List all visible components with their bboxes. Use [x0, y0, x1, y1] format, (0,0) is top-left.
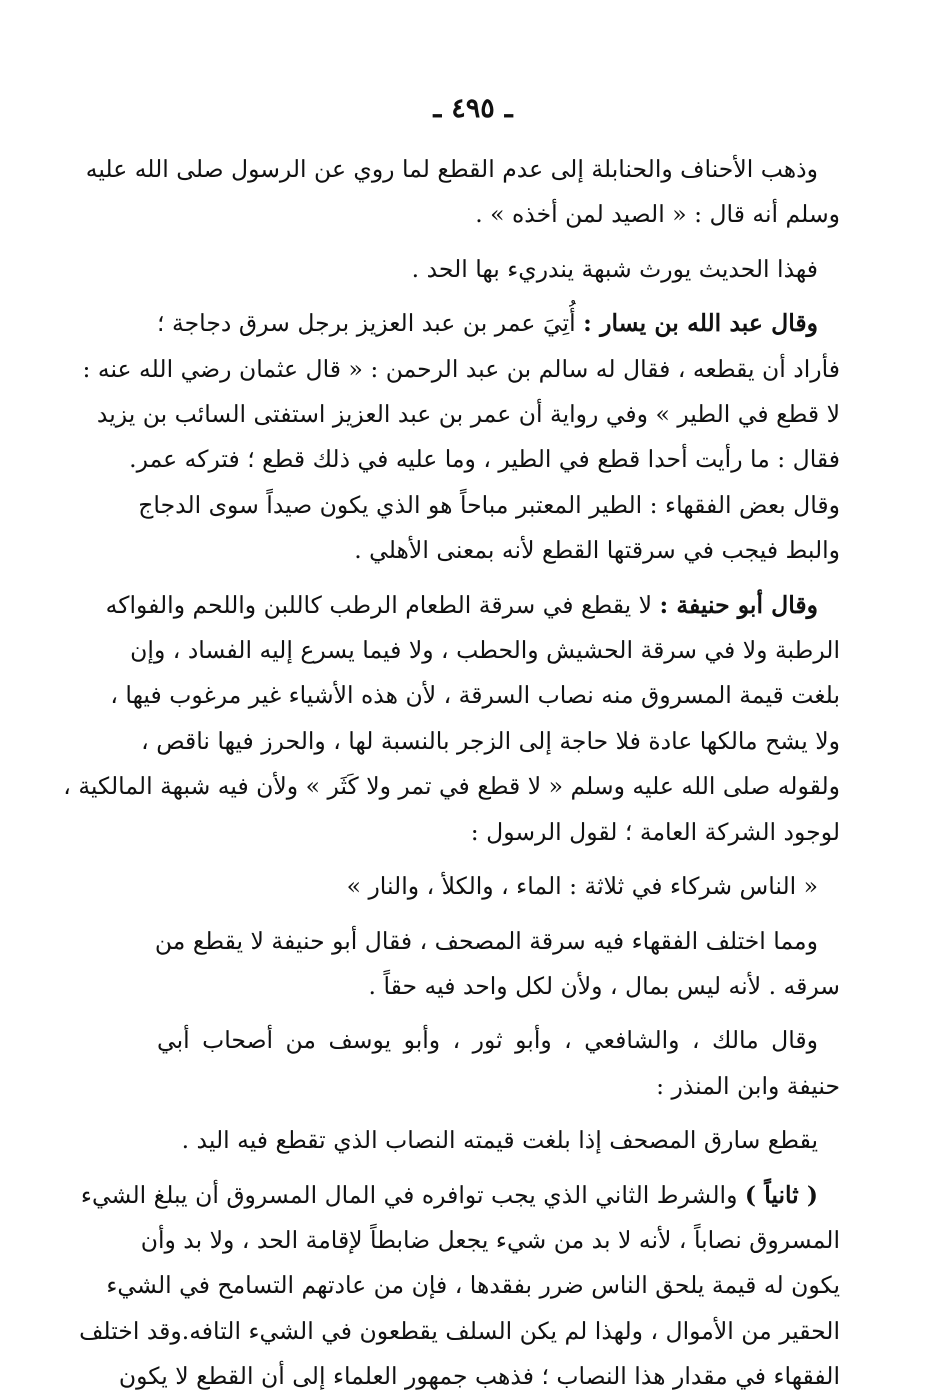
text-line	[80, 1173, 840, 1218]
page-number-dash-right: ـ	[433, 93, 442, 124]
paragraph-lead: وقال أبو حنيفة :	[659, 590, 818, 619]
paragraph	[82, 301, 840, 573]
text-line: يقطع سارق المصحف إذا بلغت قيمته النصاب الذي تقطع فيه اليد .	[181, 1126, 818, 1155]
text-line: يكون له قيمة يلحق الناس ضرر بفقدها ، فإن من عادتهم التسامح في الشيء	[106, 1271, 840, 1300]
text-line: الحقير من الأموال ، ولهذا لم يكن السلف يقطعون في الشيء التافه.وقد اختلف	[79, 1316, 840, 1345]
paragraph	[157, 864, 840, 909]
paragraph	[157, 247, 840, 292]
text-line: فقال : ما رأيت أحدا قطع في الطير ، وما عليه في ذلك قطع ؛ فتركه عمر.	[129, 445, 840, 474]
page-number	[0, 93, 946, 124]
page-number-dash-left: ـ	[504, 93, 513, 124]
text-line: ومما اختلف الفقهاء فيه سرقة المصحف ، فقال أبو حنيفة لا يقطع من	[154, 926, 818, 955]
text-run: أُتِيَ عمر بن عبد العزيز برجل سرق دجاجة ؛	[157, 309, 584, 338]
text-line: الرطبة ولا في سرقة الحشيش والحطب ، ولا فيما يسرع إليه الفساد ، وإن	[130, 636, 840, 665]
paragraph	[157, 1018, 840, 1109]
text-line: « الناس شركاء في ثلاثة : الماء ، والكلأ ، والنار »	[346, 872, 818, 901]
text-line: وقال بعض الفقهاء : الطير المعتبر مباحاً هو الذي يكون صيداً سوى الدجاج	[138, 490, 840, 519]
text-line: حنيفة وابن المنذر :	[656, 1071, 840, 1100]
text-line: وسلم أنه قال : « الصيد لمن أخذه » .	[475, 200, 840, 229]
text-line: سرقه . لأنه ليس بمال ، ولأن لكل واحد فيه حقاً .	[368, 971, 840, 1000]
text-line: ولا يشح مالكها عادة فلا حاجة إلى الزجر بالنسبة لها ، والحرز فيها ناقص ،	[141, 726, 840, 755]
text-run: لا يقطع في سرقة الطعام الرطب كاللبن واللحم والفواكه	[105, 590, 660, 619]
text-line: فهذا الحديث يورث شبهة يندريء بها الحد .	[411, 254, 818, 283]
text-line: وقال مالك ، والشافعي ، وأبو ثور ، وأبو يوسف من أصحاب أبي	[157, 1026, 818, 1055]
text-line: والبط فيجب في سرقتها القطع لأنه بمعنى الأهلي .	[354, 536, 840, 565]
text-line: لوجود الشركة العامة ؛ لقول الرسول :	[470, 817, 840, 846]
text-line: بلغت قيمة المسروق منه نصاب السرقة ، لأن هذه الأشياء غير مرغوب فيها ،	[110, 681, 840, 710]
text-run: والشرط الثاني الذي يجب توافره في المال المسروق أن يبلغ الشيء	[80, 1180, 745, 1209]
text-line	[105, 583, 840, 628]
paragraph	[85, 147, 840, 238]
paragraph	[63, 583, 840, 855]
text-line: فأراد أن يقطعه ، فقال له سالم بن عبد الرحمن : « قال عثمان رضي الله عنه :	[82, 354, 840, 383]
paragraph	[79, 1173, 840, 1400]
text-line: وذهب الأحناف والحنابلة إلى عدم القطع لما روي عن الرسول صلى الله عليه	[85, 155, 818, 183]
text-line	[157, 301, 840, 346]
text-line: الفقهاء في مقدار هذا النصاب ؛ فذهب جمهور العلماء إلى أن القطع لا يكون	[118, 1362, 840, 1391]
paragraph-lead: ( ثانياً )	[744, 1180, 818, 1209]
page-text	[63, 147, 840, 1400]
paragraph-lead: وقال عبد الله بن يسار :	[583, 309, 819, 338]
paragraph	[154, 919, 840, 1010]
paragraph	[157, 1118, 840, 1163]
text-line: لا قطع في الطير » وفي رواية أن عمر بن عبد العزيز استفتى السائب بن يزيد	[96, 400, 840, 429]
text-line: ولقوله صلى الله عليه وسلم « لا قطع في تمر ولا كَثَر » ولأن فيه شبهة المالكية ،	[63, 772, 840, 801]
page-number-value: ٤٩٥	[451, 93, 495, 124]
text-line: المسروق نصاباً ، لأنه لا بد من شيء يجعل ضابطاً لإقامة الحد ، ولا بد وأن	[140, 1225, 840, 1254]
